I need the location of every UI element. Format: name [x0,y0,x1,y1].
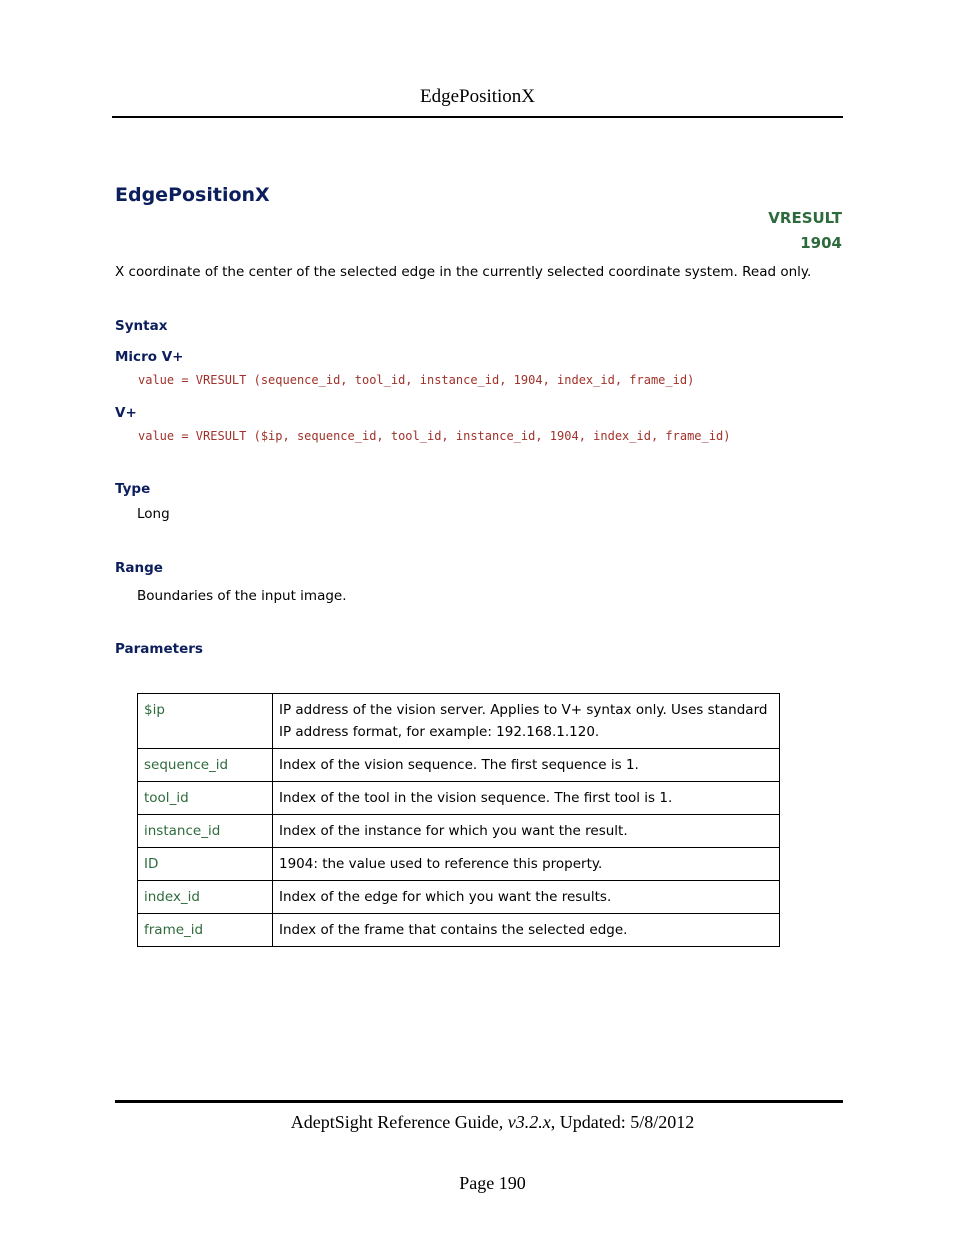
footer-rule [115,1100,843,1103]
type-value: Long [137,506,170,522]
table-row [138,749,780,782]
param-desc: Index of the frame that contains the selected edge. [273,914,780,947]
vresult-label: VRESULT [768,209,842,227]
description: X coordinate of the center of the selected edge in the currently selected coordinate system. Read only. [115,264,812,280]
microvplus-label: Micro V+ [115,349,184,365]
guide-updated: , Updated: 5/8/2012 [550,1112,695,1132]
param-desc: IP address of the vision server. Applies to V+ syntax only. Uses standard IP address format, for example: 192.168.1.120. [273,694,780,749]
param-desc: Index of the edge for which you want the results. [273,881,780,914]
param-name: $ip [138,694,273,749]
microvplus-code: value = VRESULT (sequence_id, tool_id, instance_id, 1904, index_id, frame_id) [138,373,695,387]
param-name: ID [138,848,273,881]
param-desc: 1904: the value used to reference this property. [273,848,780,881]
header-rule [112,116,843,118]
param-name: instance_id [138,815,273,848]
param-desc: Index of the instance for which you want the result. [273,815,780,848]
table-row [138,914,780,947]
param-name: index_id [138,881,273,914]
table-row [138,881,780,914]
vresult-id: 1904 [800,234,842,252]
table-row [138,848,780,881]
param-name: sequence_id [138,749,273,782]
param-desc: Index of the vision sequence. The first sequence is 1. [273,749,780,782]
param-name: frame_id [138,914,273,947]
table-row [138,694,780,749]
table-row [138,815,780,848]
footer-text [115,1112,870,1133]
parameters-heading: Parameters [115,641,203,657]
page-title: EdgePositionX [115,184,270,206]
page-number: Page 190 [459,1173,526,1193]
param-desc: Index of the tool in the vision sequence. The first tool is 1. [273,782,780,815]
vplus-label: V+ [115,405,137,421]
param-name: tool_id [138,782,273,815]
guide-version: , v3.2.x [498,1112,551,1132]
syntax-heading: Syntax [115,318,168,334]
range-heading: Range [115,560,163,576]
table-row [138,782,780,815]
running-header: EdgePositionX [419,86,536,107]
parameters-table [137,693,780,947]
guide-name: AdeptSight Reference Guide [290,1112,499,1132]
vplus-code: value = VRESULT ($ip, sequence_id, tool_id, instance_id, 1904, index_id, frame_id) [138,429,731,443]
type-heading: Type [115,481,151,497]
range-value: Boundaries of the input image. [137,588,347,604]
